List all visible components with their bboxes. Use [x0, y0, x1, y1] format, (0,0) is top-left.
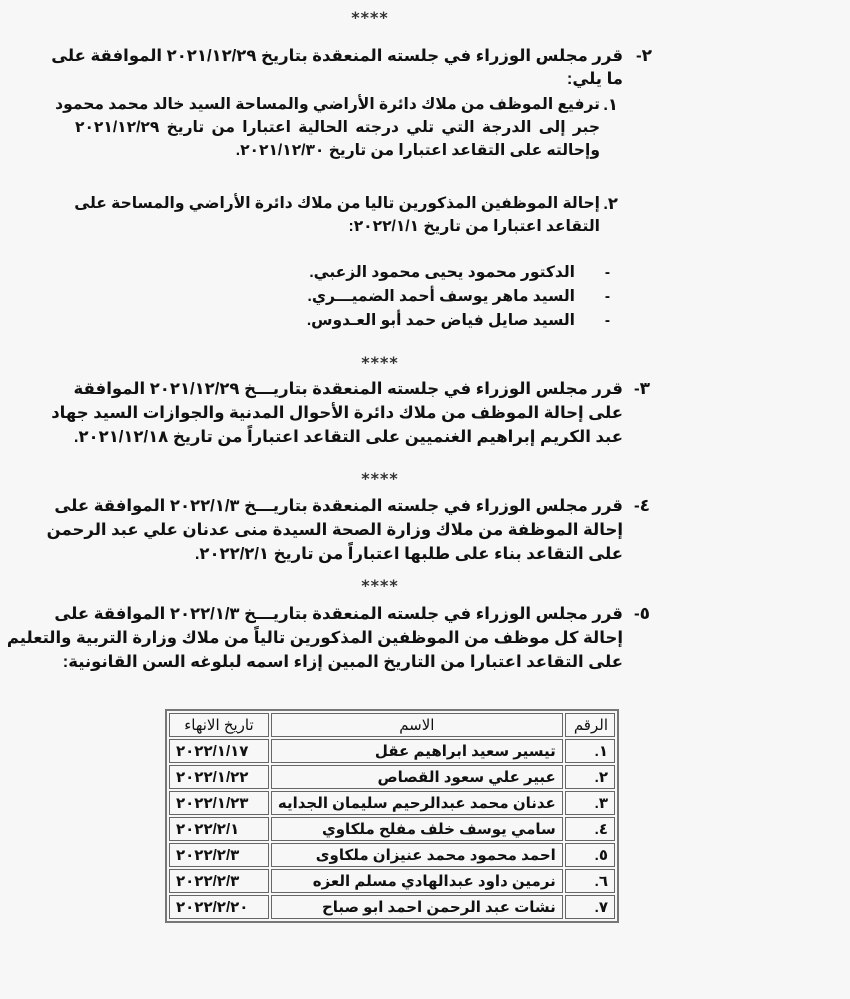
table-header-row [169, 713, 615, 737]
row-end-date: ٢٠٢٢/١/٢٣ [169, 791, 269, 815]
section-separator: **** [361, 576, 399, 595]
bullet-mark: - [604, 264, 610, 281]
section-text-line: عبد الكريم إبراهيم الغنميين على التقاعد اعتباراً من تاريخ ٢٠٢١/١٢/١٨. [73, 428, 623, 446]
section-text-line: قرر مجلس الوزراء في جلسته المنعقدة بتاريـــخ ٢٠٢١/١٢/٢٩ الموافقة [73, 380, 623, 398]
row-end-date: ٢٠٢٢/٢/٣ [169, 843, 269, 867]
row-end-date: ٢٠٢٢/٢/١ [169, 817, 269, 841]
row-number: ٧. [565, 895, 615, 919]
section-text-line: ما يلي: [566, 70, 623, 88]
section-text-line: قرر مجلس الوزراء في جلسته المنعقدة بتاريـــخ ٢٠٢٢/١/٣ الموافقة على [54, 497, 623, 515]
row-number: ٢. [565, 765, 615, 789]
bullet-mark: - [604, 288, 610, 305]
section-text-line: على التقاعد بناء على طلبها اعتباراً من تاريخ ٢٠٢٢/٢/١. [194, 545, 623, 563]
row-end-date: ٢٠٢٢/١/٢٢ [169, 765, 269, 789]
table-row [169, 843, 615, 867]
row-number: ٣. [565, 791, 615, 815]
row-number: ٥. [565, 843, 615, 867]
row-name: سامي يوسف خلف مفلح ملكاوي [271, 817, 563, 841]
bullet-text: الدكتور محمود يحيى محمود الزعبي. [309, 264, 575, 281]
sub-item-text-line: التقاعد اعتبارا من تاريخ ٢٠٢٢/١/١: [348, 218, 600, 235]
header-name: الاسم [271, 713, 563, 737]
section-text-line: قرر مجلس الوزراء في جلسته المنعقدة بتاريـــخ ٢٠٢٢/١/٣ الموافقة على [54, 605, 623, 623]
sub-item-number: ٢. [603, 195, 618, 213]
row-name: نشات عبد الرحمن احمد ابو صباح [271, 895, 563, 919]
row-name: عبير علي سعود القصاص [271, 765, 563, 789]
section-text-line: على إحالة الموظف من ملاك دائرة الأحوال المدنية والجوازات السيد جهاد [51, 404, 623, 422]
row-end-date: ٢٠٢٢/١/١٧ [169, 739, 269, 763]
bullet-text: السيد ماهر يوسف أحمد الضميـــري. [307, 288, 575, 305]
section-separator: **** [361, 353, 399, 372]
header-end-date: تاريخ الانهاء [169, 713, 269, 737]
section-number: ٤- [633, 496, 650, 515]
row-name: نرمين داود عبدالهادي مسلم العزه [271, 869, 563, 893]
sub-item-number: ١. [603, 96, 618, 114]
bullet-mark: - [604, 312, 610, 329]
section-number: ٢- [635, 46, 652, 65]
table-row [169, 765, 615, 789]
section-separator: **** [361, 469, 399, 488]
row-number: ٦. [565, 869, 615, 893]
sub-item-text-line: إحالة الموظفين المذكورين تاليا من ملاك دائرة الأراضي والمساحة على [74, 195, 600, 212]
section-number: ٥- [633, 604, 650, 623]
row-name: عدنان محمد عبدالرحيم سليمان الجدايه [271, 791, 563, 815]
sub-item-text-line: ترفيع الموظف من ملاك دائرة الأراضي والمساحة السيد خالد محمد محمود [55, 96, 600, 113]
row-number: ١. [565, 739, 615, 763]
sub-item-text-line: وإحالته على التقاعد اعتبارا من تاريخ ٢٠٢١/١٢/٣٠. [235, 142, 600, 159]
bullet-text: السيد صايل فياض حمد أبو العـدوس. [306, 312, 575, 329]
section-text-line: على التقاعد اعتبارا من التاريخ المبين إزاء اسمه لبلوغه السن القانونية: [62, 653, 623, 671]
row-number: ٤. [565, 817, 615, 841]
row-end-date: ٢٠٢٢/٢/٢٠ [169, 895, 269, 919]
retirement-table [165, 709, 619, 923]
section-number: ٣- [633, 379, 650, 398]
section-text-line: إحالة الموظفة من ملاك وزارة الصحة السيدة منى عدنان علي عبد الرحمن [46, 521, 623, 539]
table-row [169, 869, 615, 893]
table-row [169, 817, 615, 841]
table-row [169, 791, 615, 815]
row-name: احمد محمود محمد عنيزان ملكاوى [271, 843, 563, 867]
sub-item-text-line: جبر إلى الدرجة التي تلي درجته الحالية اعتبارا من تاريخ ٢٠٢١/١٢/٢٩ [75, 119, 600, 136]
row-name: تيسير سعيد ابراهيم عقل [271, 739, 563, 763]
section-separator: **** [351, 8, 389, 27]
section-text-line: إحالة كل موظف من الموظفين المذكورين تالياً من ملاك وزارة التربية والتعليم [6, 629, 623, 647]
header-number: الرقم [565, 713, 615, 737]
row-end-date: ٢٠٢٢/٢/٣ [169, 869, 269, 893]
table-row [169, 895, 615, 919]
section-text-line: قرر مجلس الوزراء في جلسته المنعقدة بتاريخ ٢٠٢١/١٢/٢٩ الموافقة على [51, 47, 623, 65]
table-row [169, 739, 615, 763]
